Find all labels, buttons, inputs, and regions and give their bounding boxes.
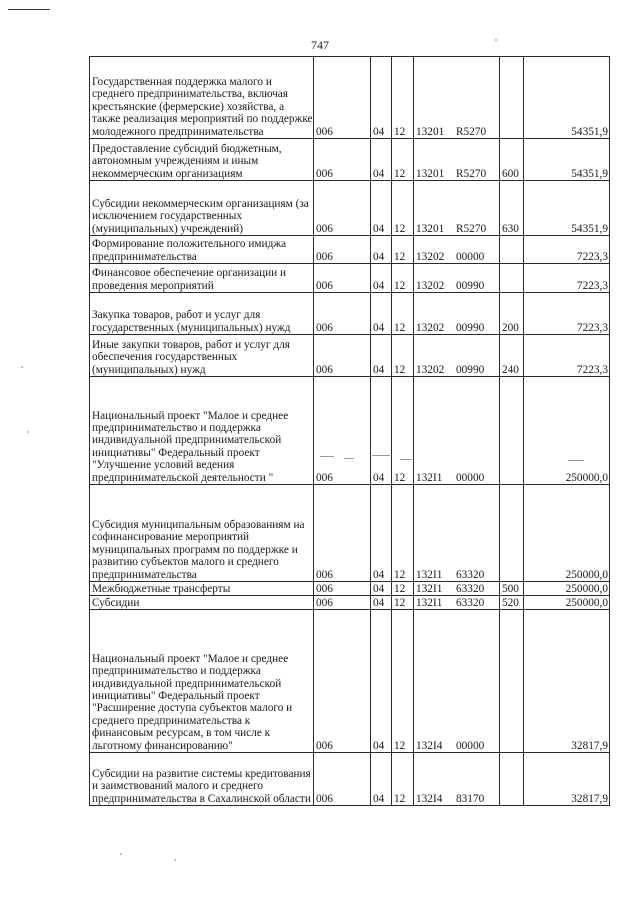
table-row: [90, 139, 610, 181]
row-name-cell: Межбюджетные трансферты: [90, 582, 314, 596]
row-name-cell: Закупка товаров, работ и услуг для государственных (муниципальных) нужд: [90, 293, 314, 335]
row-sum-cell: 32817,9: [524, 610, 610, 753]
target-article-direction: 83170: [456, 792, 485, 805]
row-sum-cell: 7223,3: [524, 236, 610, 264]
row-ved-cell: 006: [314, 57, 371, 139]
scan-artifact: [174, 859, 176, 861]
row-section-cell: 04: [371, 582, 392, 596]
row-expense-type-cell: [500, 264, 524, 293]
target-article-program: 132I4: [416, 792, 443, 805]
table-row: [90, 236, 610, 264]
row-sum-cell: 54351,9: [524, 139, 610, 181]
row-subsection-cell: 12: [392, 293, 414, 335]
row-sum-cell: 7223,3: [524, 293, 610, 335]
row-section-cell: 04: [371, 596, 392, 610]
row-target-article-cell: [414, 139, 500, 181]
page-number: 747: [311, 38, 329, 52]
row-target-article-cell: [414, 236, 500, 264]
table-row: [90, 582, 610, 596]
target-article-program: 132I1: [416, 596, 443, 609]
scan-artifact: [372, 455, 390, 456]
target-article-program: 13202: [416, 279, 445, 292]
row-sum-cell: 250000,0: [524, 582, 610, 596]
row-expense-type-cell: [500, 57, 524, 139]
target-article-direction: 63320: [456, 596, 485, 609]
row-name-cell: Предоставление субсидий бюджетным, автономным учреждениям и иным некоммерческим организациям: [90, 139, 314, 181]
target-article-direction: 63320: [456, 582, 485, 595]
row-ved-cell: 006: [314, 335, 371, 377]
budget-table: [89, 56, 610, 806]
row-target-article-cell: [414, 377, 500, 485]
row-subsection-cell: 12: [392, 596, 414, 610]
row-sum-cell: 250000,0: [524, 377, 610, 485]
target-article-direction: 00990: [456, 321, 485, 334]
table-row: [90, 181, 610, 236]
row-expense-type-cell: 500: [500, 582, 524, 596]
row-ved-cell: 006: [314, 610, 371, 753]
row-section-cell: 04: [371, 335, 392, 377]
row-target-article-cell: [414, 335, 500, 377]
target-article-direction: 00000: [456, 250, 485, 263]
scan-artifact: [27, 431, 29, 433]
row-name-cell: Субсидии на развитие системы кредитования и заимствований малого и среднего предпринимательства в Сахалинской области: [90, 753, 314, 806]
row-target-article-cell: [414, 293, 500, 335]
target-article-direction: 00000: [456, 471, 485, 484]
row-ved-cell: 006: [314, 582, 371, 596]
row-name-cell: Формирование положительного имиджа предпринимательства: [90, 236, 314, 264]
target-article-program: 132I1: [416, 568, 443, 581]
row-target-article-cell: [414, 264, 500, 293]
row-name-cell: Государственная поддержка малого и среднего предпринимательства, включая крестьянские (фермерские) хозяйства, а также реализация мероприятий по поддержке молодежного предпринимательства: [90, 57, 314, 139]
row-subsection-cell: 12: [392, 753, 414, 806]
row-target-article-cell: [414, 485, 500, 582]
row-sum-cell: 54351,9: [524, 181, 610, 236]
row-expense-type-cell: [500, 753, 524, 806]
row-name-cell: Субсидии: [90, 596, 314, 610]
row-target-article-cell: [414, 596, 500, 610]
row-ved-cell: 006: [314, 377, 371, 485]
row-target-article-cell: [414, 57, 500, 139]
table-row: [90, 293, 610, 335]
target-article-program: 13201: [416, 167, 445, 180]
row-section-cell: 04: [371, 610, 392, 753]
scan-artifact: [568, 460, 584, 461]
row-name-cell: Национальный проект "Малое и среднее предпринимательство и поддержка индивидуальной предпринимательской инициативы" Федеральный проект "Расширение доступа субъектов малого и среднего предпринимательства к финансовым ресурсам, в том числе к льготному финансированию": [90, 610, 314, 753]
row-expense-type-cell: 240: [500, 335, 524, 377]
target-article-program: 13202: [416, 321, 445, 334]
row-sum-cell: 32817,9: [524, 753, 610, 806]
target-article-direction: R5270: [456, 167, 487, 180]
row-section-cell: 04: [371, 753, 392, 806]
row-section-cell: 04: [371, 377, 392, 485]
header-rule: [8, 9, 50, 10]
table-row: [90, 264, 610, 293]
row-target-article-cell: [414, 753, 500, 806]
row-sum-cell: 7223,3: [524, 264, 610, 293]
row-name-cell: Национальный проект "Малое и среднее предпринимательство и поддержка индивидуальной предпринимательской инициативы" Федеральный проект "Улучшение условий ведения предпринимательской деятельности ": [90, 377, 314, 485]
row-section-cell: 04: [371, 181, 392, 236]
table-row: [90, 377, 610, 485]
row-subsection-cell: 12: [392, 610, 414, 753]
target-article-program: 132I1: [416, 471, 443, 484]
row-subsection-cell: 12: [392, 236, 414, 264]
row-name-cell: Иные закупки товаров, работ и услуг для обеспечения государственных (муниципальных) нужд: [90, 335, 314, 377]
row-ved-cell: 006: [314, 596, 371, 610]
row-section-cell: 04: [371, 236, 392, 264]
table-row: [90, 596, 610, 610]
row-expense-type-cell: [500, 485, 524, 582]
row-name-cell: Финансовое обеспечение организации и проведения мероприятий: [90, 264, 314, 293]
table-row: [90, 57, 610, 139]
row-target-article-cell: [414, 181, 500, 236]
row-subsection-cell: 12: [392, 57, 414, 139]
row-subsection-cell: 12: [392, 377, 414, 485]
target-article-program: 13201: [416, 222, 445, 235]
row-ved-cell: 006: [314, 293, 371, 335]
row-ved-cell: 006: [314, 236, 371, 264]
row-sum-cell: 7223,3: [524, 335, 610, 377]
target-article-program: 132I4: [416, 739, 443, 752]
table-row: [90, 610, 610, 753]
row-expense-type-cell: 520: [500, 596, 524, 610]
row-expense-type-cell: [500, 610, 524, 753]
target-article-direction: 63320: [456, 568, 485, 581]
row-subsection-cell: 12: [392, 335, 414, 377]
row-ved-cell: 006: [314, 753, 371, 806]
scan-artifact: [400, 459, 412, 460]
target-article-direction: 00990: [456, 279, 485, 292]
row-target-article-cell: [414, 610, 500, 753]
target-article-program: 13202: [416, 250, 445, 263]
row-expense-type-cell: 600: [500, 139, 524, 181]
row-target-article-cell: [414, 582, 500, 596]
budget-table-body: [90, 57, 610, 806]
row-sum-cell: 250000,0: [524, 596, 610, 610]
row-ved-cell: 006: [314, 485, 371, 582]
target-article-program: 13201: [416, 125, 445, 138]
table-row: [90, 485, 610, 582]
row-section-cell: 04: [371, 293, 392, 335]
row-sum-cell: 54351,9: [524, 57, 610, 139]
scan-artifact: [21, 366, 23, 368]
row-subsection-cell: 12: [392, 139, 414, 181]
row-section-cell: 04: [371, 139, 392, 181]
scan-artifact: [344, 458, 354, 459]
target-article-direction: 00990: [456, 363, 485, 376]
row-subsection-cell: 12: [392, 485, 414, 582]
row-ved-cell: 006: [314, 139, 371, 181]
scan-artifact: [320, 456, 334, 457]
scan-artifact: [120, 853, 122, 855]
target-article-direction: R5270: [456, 125, 487, 138]
row-section-cell: 04: [371, 485, 392, 582]
row-sum-cell: 250000,0: [524, 485, 610, 582]
table-row: [90, 753, 610, 806]
row-subsection-cell: 12: [392, 181, 414, 236]
row-expense-type-cell: 200: [500, 293, 524, 335]
row-section-cell: 04: [371, 57, 392, 139]
target-article-program: 13202: [416, 363, 445, 376]
row-ved-cell: 006: [314, 264, 371, 293]
row-expense-type-cell: [500, 377, 524, 485]
scan-artifact: [495, 39, 497, 41]
table-row: [90, 335, 610, 377]
row-expense-type-cell: 630: [500, 181, 524, 236]
target-article-direction: 00000: [456, 739, 485, 752]
row-subsection-cell: 12: [392, 264, 414, 293]
row-section-cell: 04: [371, 264, 392, 293]
target-article-direction: R5270: [456, 222, 487, 235]
row-name-cell: Субсидии некоммерческим организациям (за исключением государственных (муниципальных) учреждений): [90, 181, 314, 236]
row-subsection-cell: 12: [392, 582, 414, 596]
target-article-program: 132I1: [416, 582, 443, 595]
row-expense-type-cell: [500, 236, 524, 264]
row-ved-cell: 006: [314, 181, 371, 236]
row-name-cell: Субсидия муниципальным образованиям на софинансирование мероприятий муниципальных программ по поддержке и развитию субъектов малого и среднего предпринимательства: [90, 485, 314, 582]
